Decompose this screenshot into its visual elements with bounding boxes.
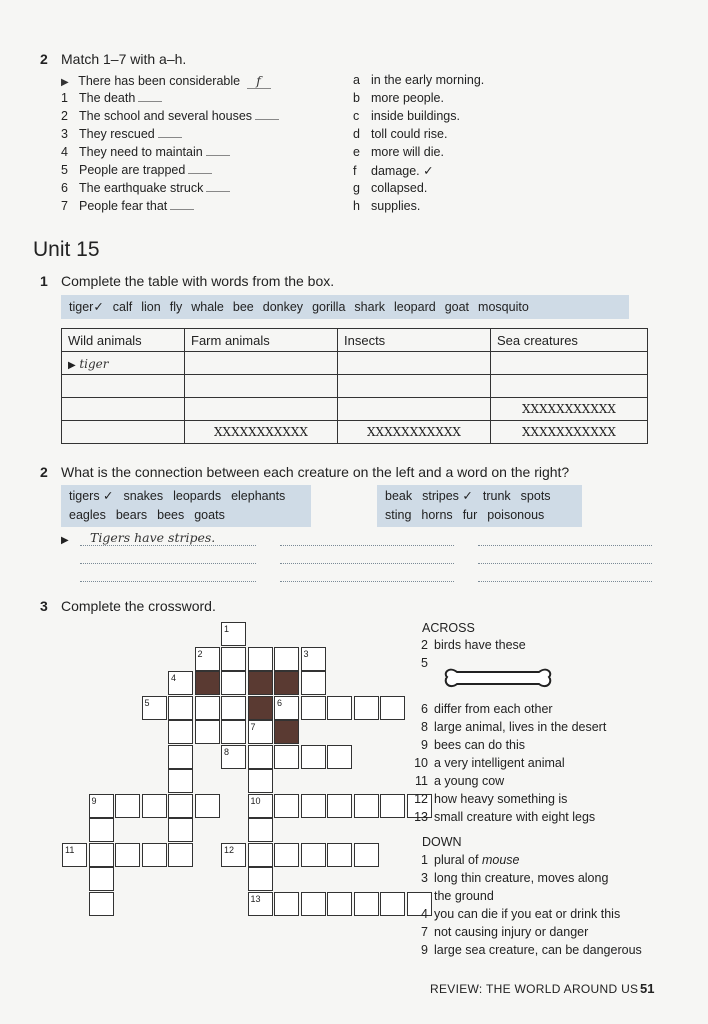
table-cell[interactable] — [62, 352, 185, 375]
clue-text: small creature with eight legs — [434, 810, 596, 824]
crossword-cell[interactable] — [354, 794, 379, 818]
list-item — [353, 199, 420, 213]
crossword-cell[interactable] — [301, 843, 326, 867]
item-letter: f — [353, 164, 357, 178]
table-header-row — [62, 329, 648, 352]
answer-blank[interactable] — [170, 209, 194, 210]
list-item — [61, 109, 279, 123]
clue-number: 8 — [421, 720, 428, 734]
item-text: The school and several houses — [79, 109, 253, 123]
q2-number: 2 — [40, 51, 48, 67]
clue-item — [404, 810, 595, 824]
list-item — [353, 163, 434, 178]
box-word: shark — [354, 300, 385, 314]
box-word: spots — [520, 489, 551, 503]
cell-number: 4 — [171, 673, 177, 683]
crossword-cell[interactable] — [142, 696, 167, 720]
crossword-cell[interactable] — [274, 745, 299, 769]
box-word: elephants — [231, 489, 286, 503]
list-item — [61, 163, 212, 177]
crossword-cell[interactable] — [221, 671, 246, 695]
crossword-cell[interactable] — [248, 745, 273, 769]
crossword-cell[interactable] — [221, 696, 246, 720]
table-cell[interactable] — [62, 421, 185, 444]
crossword-cell[interactable] — [380, 794, 405, 818]
clue-text: differ from each other — [434, 702, 553, 716]
unit-title: Unit 15 — [33, 238, 100, 261]
header-wild-animals: Wild animals — [62, 329, 185, 352]
clue-text: large sea creature, can be dangerous — [434, 943, 642, 957]
creature-line-2 — [69, 506, 311, 525]
example-marker: ▶ — [61, 535, 69, 546]
box-word: calf — [112, 300, 133, 314]
item-text: People are trapped — [79, 163, 186, 177]
crossword-cell[interactable] — [195, 720, 220, 744]
table-cell[interactable] — [338, 375, 491, 398]
crossword-cell[interactable] — [354, 892, 379, 916]
clue-item — [404, 943, 642, 957]
answer-line[interactable] — [280, 545, 454, 546]
page-number: 51 — [640, 981, 655, 996]
crossword-cell[interactable] — [168, 720, 193, 744]
item-text: They rescued — [79, 127, 155, 141]
clue-number: 11 — [415, 774, 428, 788]
clue-number: 7 — [421, 925, 428, 939]
crossword-cell[interactable] — [221, 647, 246, 671]
clue-item — [404, 756, 565, 770]
clue-item — [404, 925, 588, 939]
box-word: bee — [232, 300, 254, 314]
list-item — [353, 127, 447, 141]
crossword-cell[interactable] — [168, 794, 193, 818]
answer-line[interactable] — [80, 581, 256, 582]
list-item — [353, 181, 427, 195]
box-word: stripes ✓ — [422, 489, 473, 503]
table-cell[interactable] — [491, 375, 648, 398]
down-heading: DOWN — [422, 835, 462, 849]
cell-number: 9 — [91, 795, 97, 806]
crossword-cell[interactable] — [301, 647, 326, 671]
clue-number: 4 — [421, 907, 428, 921]
crossword-cell[interactable] — [248, 867, 273, 891]
table-cell-filler: XXXXXXXXXXX — [338, 421, 491, 444]
feature-box — [377, 485, 582, 527]
clue-item — [404, 907, 620, 921]
crossword-cell[interactable] — [327, 696, 352, 720]
clue-text: not causing injury or danger — [434, 925, 589, 939]
clue-number: 12 — [414, 792, 428, 806]
across-heading: ACROSS — [422, 621, 475, 635]
header-farm-animals: Farm animals — [185, 329, 338, 352]
cell-number: 5 — [144, 697, 150, 708]
cell-number: 7 — [250, 722, 256, 732]
crossword-cell[interactable] — [168, 696, 193, 720]
crossword-cell[interactable] — [274, 892, 299, 916]
answer-line[interactable] — [478, 545, 652, 546]
cell-number: 6 — [277, 697, 283, 708]
clue-number: 1 — [421, 853, 428, 867]
cell-number: 3 — [303, 648, 309, 659]
clue-item — [404, 774, 504, 788]
box-word: eagles — [69, 508, 106, 522]
box-word: mosquito — [478, 300, 529, 314]
crossword-cell[interactable] — [168, 769, 193, 793]
crossword-cell[interactable] — [274, 794, 299, 818]
box-word: tigers ✓ — [69, 489, 114, 503]
table-cell[interactable] — [338, 352, 491, 375]
item-text: damage. ✓ — [371, 164, 434, 178]
list-item — [61, 199, 194, 213]
table-example-answer: tiger — [79, 356, 109, 371]
cell-number: 8 — [224, 746, 230, 757]
crossword-cell[interactable] — [327, 745, 352, 769]
crossword-cell[interactable] — [221, 745, 246, 769]
item-letter: h — [353, 199, 360, 213]
item-number: 2 — [61, 109, 68, 123]
item-letter: d — [353, 127, 360, 141]
creature-line-1 — [69, 487, 311, 506]
answer-blank[interactable] — [255, 119, 279, 120]
box-word: donkey — [262, 300, 304, 314]
clue-number: 6 — [421, 702, 428, 716]
u3-number: 3 — [40, 598, 48, 614]
item-number: 5 — [61, 163, 68, 177]
crossword-cell[interactable] — [354, 843, 379, 867]
crossword-cell[interactable] — [248, 892, 273, 916]
box-word: bees — [157, 508, 185, 522]
crossword-cell[interactable] — [248, 769, 273, 793]
crossword-cell[interactable] — [327, 843, 352, 867]
crossword-cell[interactable] — [221, 843, 246, 867]
crossword-cell — [248, 671, 273, 695]
clue-text: plural of — [434, 853, 482, 867]
crossword-cell[interactable] — [248, 818, 273, 842]
box-word: tiger✓ — [69, 300, 104, 314]
crossword-cell[interactable] — [221, 720, 246, 744]
box-word: leopards — [173, 489, 222, 503]
item-text: People fear that — [79, 199, 168, 213]
box-word: trunk — [482, 489, 511, 503]
animal-table — [61, 328, 648, 444]
item-letter: a — [353, 73, 360, 87]
clue-number: 9 — [421, 738, 428, 752]
example-marker: ▶ — [61, 77, 69, 88]
clue-text: large animal, lives in the desert — [434, 720, 607, 734]
clue-item — [404, 720, 606, 734]
feature-line-1 — [385, 487, 582, 506]
q2-example-answer[interactable]: f — [247, 73, 271, 89]
box-word: goats — [194, 508, 225, 522]
clue-text: long thin creature, moves along — [434, 871, 609, 885]
crossword-cell[interactable] — [195, 696, 220, 720]
box-word: sting — [385, 508, 412, 522]
clue-text: you can die if you eat or drink this — [434, 907, 621, 921]
q2-example-row — [61, 73, 271, 89]
crossword-cell[interactable] — [89, 892, 114, 916]
list-item — [353, 109, 460, 123]
clue-emphasis: mouse — [481, 853, 520, 867]
item-letter: b — [353, 91, 360, 105]
item-letter: e — [353, 145, 360, 159]
crossword-cell[interactable] — [221, 622, 246, 646]
answer-blank[interactable] — [206, 191, 230, 192]
answer-line[interactable] — [80, 545, 256, 546]
clue-text: the ground — [434, 889, 494, 903]
item-text: The death — [79, 91, 136, 105]
list-item — [353, 91, 444, 105]
crossword-cell[interactable] — [248, 720, 273, 744]
creature-box — [61, 485, 311, 527]
clue-number: 13 — [414, 810, 428, 824]
feature-line-2 — [385, 506, 582, 525]
cell-number: 12 — [224, 844, 235, 855]
clue-item — [404, 638, 526, 652]
crossword-cell — [274, 671, 299, 695]
box-word: poisonous — [487, 508, 545, 522]
answer-blank[interactable] — [138, 101, 162, 102]
cell-number: 11 — [65, 844, 75, 855]
clue-item — [404, 738, 525, 752]
item-number: 7 — [61, 199, 68, 213]
item-number: 1 — [61, 91, 68, 105]
crossword-cell[interactable] — [248, 647, 273, 671]
crossword-cell[interactable] — [195, 647, 220, 671]
crossword-cell[interactable] — [327, 892, 352, 916]
answer-blank[interactable] — [206, 155, 230, 156]
crossword-cell — [248, 696, 273, 720]
clue-number: 2 — [421, 638, 428, 652]
box-word: goat — [444, 300, 470, 314]
item-number: 3 — [61, 127, 68, 141]
crossword-cell[interactable] — [301, 794, 326, 818]
crossword-cell[interactable] — [380, 696, 405, 720]
clue-text: bees can do this — [434, 738, 526, 752]
clue-text: a very intelligent animal — [434, 756, 565, 770]
clue-item — [404, 702, 553, 716]
list-item — [61, 181, 230, 195]
table-cell[interactable] — [62, 398, 185, 421]
clue-continuation — [434, 889, 494, 903]
q2-instruction: Match 1–7 with a–h. — [61, 51, 187, 67]
bleed-through-text — [235, 48, 241, 74]
crossword-cell[interactable] — [89, 843, 114, 867]
crossword-cell[interactable] — [115, 794, 140, 818]
cell-number: 2 — [197, 648, 203, 659]
crossword-cell[interactable] — [301, 671, 326, 695]
example-marker: ▶ — [68, 359, 76, 371]
crossword-cell[interactable] — [115, 843, 140, 867]
table-cell[interactable] — [338, 398, 491, 421]
header-sea-creatures: Sea creatures — [491, 329, 648, 352]
crossword-cell[interactable] — [274, 647, 299, 671]
table-cell[interactable] — [185, 398, 338, 421]
u3-instruction: Complete the crossword. — [61, 598, 216, 614]
u2-number: 2 — [40, 464, 48, 480]
crossword-cell[interactable] — [168, 843, 193, 867]
item-text: in the early morning. — [371, 73, 485, 87]
table-row — [62, 375, 648, 398]
box-word: bears — [115, 508, 148, 522]
crossword-cell[interactable] — [274, 843, 299, 867]
table-row — [62, 421, 648, 444]
u1-instruction: Complete the table with words from the box. — [61, 273, 335, 289]
clue-item — [404, 792, 567, 806]
table-cell-filler: XXXXXXXXXXX — [185, 421, 338, 444]
crossword-cell[interactable] — [62, 843, 87, 867]
answer-line[interactable] — [478, 563, 652, 564]
clue-number: 3 — [421, 871, 428, 885]
list-item — [353, 73, 484, 87]
header-insects: Insects — [338, 329, 491, 352]
item-text: inside buildings. — [371, 109, 460, 123]
item-text: The earthquake struck — [79, 181, 204, 195]
crossword-cell[interactable] — [89, 867, 114, 891]
table-row — [62, 352, 648, 375]
crossword-cell — [195, 671, 220, 695]
item-text: supplies. — [371, 199, 421, 213]
clue-text: how heavy something is — [434, 792, 568, 806]
cell-number: 1 — [224, 624, 230, 634]
crossword-cell[interactable] — [301, 745, 326, 769]
clue-number: 10 — [414, 756, 428, 770]
cell-number: 13 — [250, 893, 261, 904]
clue-item — [404, 853, 519, 867]
crossword-cell[interactable] — [89, 818, 114, 842]
crossword-cell[interactable] — [301, 696, 326, 720]
box-word: fur — [462, 508, 478, 522]
footer-section-title: REVIEW: THE WORLD AROUND US — [430, 982, 639, 996]
crossword-cell[interactable] — [354, 696, 379, 720]
crossword-cell[interactable] — [274, 696, 299, 720]
item-number: 4 — [61, 145, 68, 159]
crossword-cell[interactable] — [327, 794, 352, 818]
table-cell-filler: XXXXXXXXXXX — [491, 421, 648, 444]
list-item — [61, 145, 230, 159]
table-row — [62, 398, 648, 421]
box-word: horns — [421, 508, 453, 522]
u2-example-answer: Tigers have stripes. — [90, 530, 216, 545]
item-number: 6 — [61, 181, 68, 195]
box-word: fly — [169, 300, 183, 314]
box-word: leopard — [394, 300, 436, 314]
clue-number: 9 — [421, 943, 428, 957]
box-word: lion — [141, 300, 161, 314]
crossword-cell[interactable] — [168, 745, 193, 769]
item-text: They need to maintain — [79, 145, 203, 159]
q2-example-text: There has been considerable — [78, 74, 241, 88]
clue-text: a young cow — [434, 774, 505, 788]
item-text: toll could rise. — [371, 127, 448, 141]
word-box — [61, 295, 629, 319]
cell-number: 10 — [250, 795, 261, 806]
answer-blank[interactable] — [188, 173, 212, 174]
crossword-cell[interactable] — [142, 794, 167, 818]
answer-blank[interactable] — [158, 137, 182, 138]
crossword-cell[interactable] — [89, 794, 114, 818]
crossword-cell[interactable] — [380, 892, 405, 916]
box-word: whale — [191, 300, 224, 314]
box-word: snakes — [123, 489, 164, 503]
answer-line[interactable] — [478, 581, 652, 582]
answer-line[interactable] — [280, 563, 454, 564]
crossword-cell[interactable] — [142, 843, 167, 867]
crossword-cell[interactable] — [248, 843, 273, 867]
item-text: more people. — [371, 91, 444, 105]
list-item — [61, 127, 182, 141]
crossword-cell[interactable] — [301, 892, 326, 916]
bone-icon — [443, 663, 553, 693]
box-word: beak — [385, 489, 413, 503]
box-word: gorilla — [312, 300, 346, 314]
u1-number: 1 — [40, 273, 48, 289]
crossword-cell — [274, 720, 299, 744]
answer-line[interactable] — [80, 563, 256, 564]
table-cell[interactable] — [185, 375, 338, 398]
item-letter: c — [353, 109, 360, 123]
clue-item — [404, 871, 608, 885]
item-text: collapsed. — [371, 181, 428, 195]
clue-number: 5 — [421, 656, 428, 670]
crossword-cell[interactable] — [168, 671, 193, 695]
item-text: more will die. — [371, 145, 444, 159]
list-item — [61, 91, 162, 105]
list-item — [353, 145, 444, 159]
answer-line[interactable] — [280, 581, 454, 582]
table-cell[interactable] — [62, 375, 185, 398]
table-cell[interactable] — [491, 352, 648, 375]
item-letter: g — [353, 181, 360, 195]
table-cell-filler: XXXXXXXXXXX — [491, 398, 648, 421]
crossword-cell[interactable] — [168, 818, 193, 842]
crossword-cell[interactable] — [248, 794, 273, 818]
u2-instruction: What is the connection between each creature on the left and a word on the right? — [61, 464, 570, 480]
clue-text: birds have these — [434, 638, 526, 652]
table-cell[interactable] — [185, 352, 338, 375]
clue-item — [404, 656, 434, 670]
crossword-cell[interactable] — [195, 794, 220, 818]
